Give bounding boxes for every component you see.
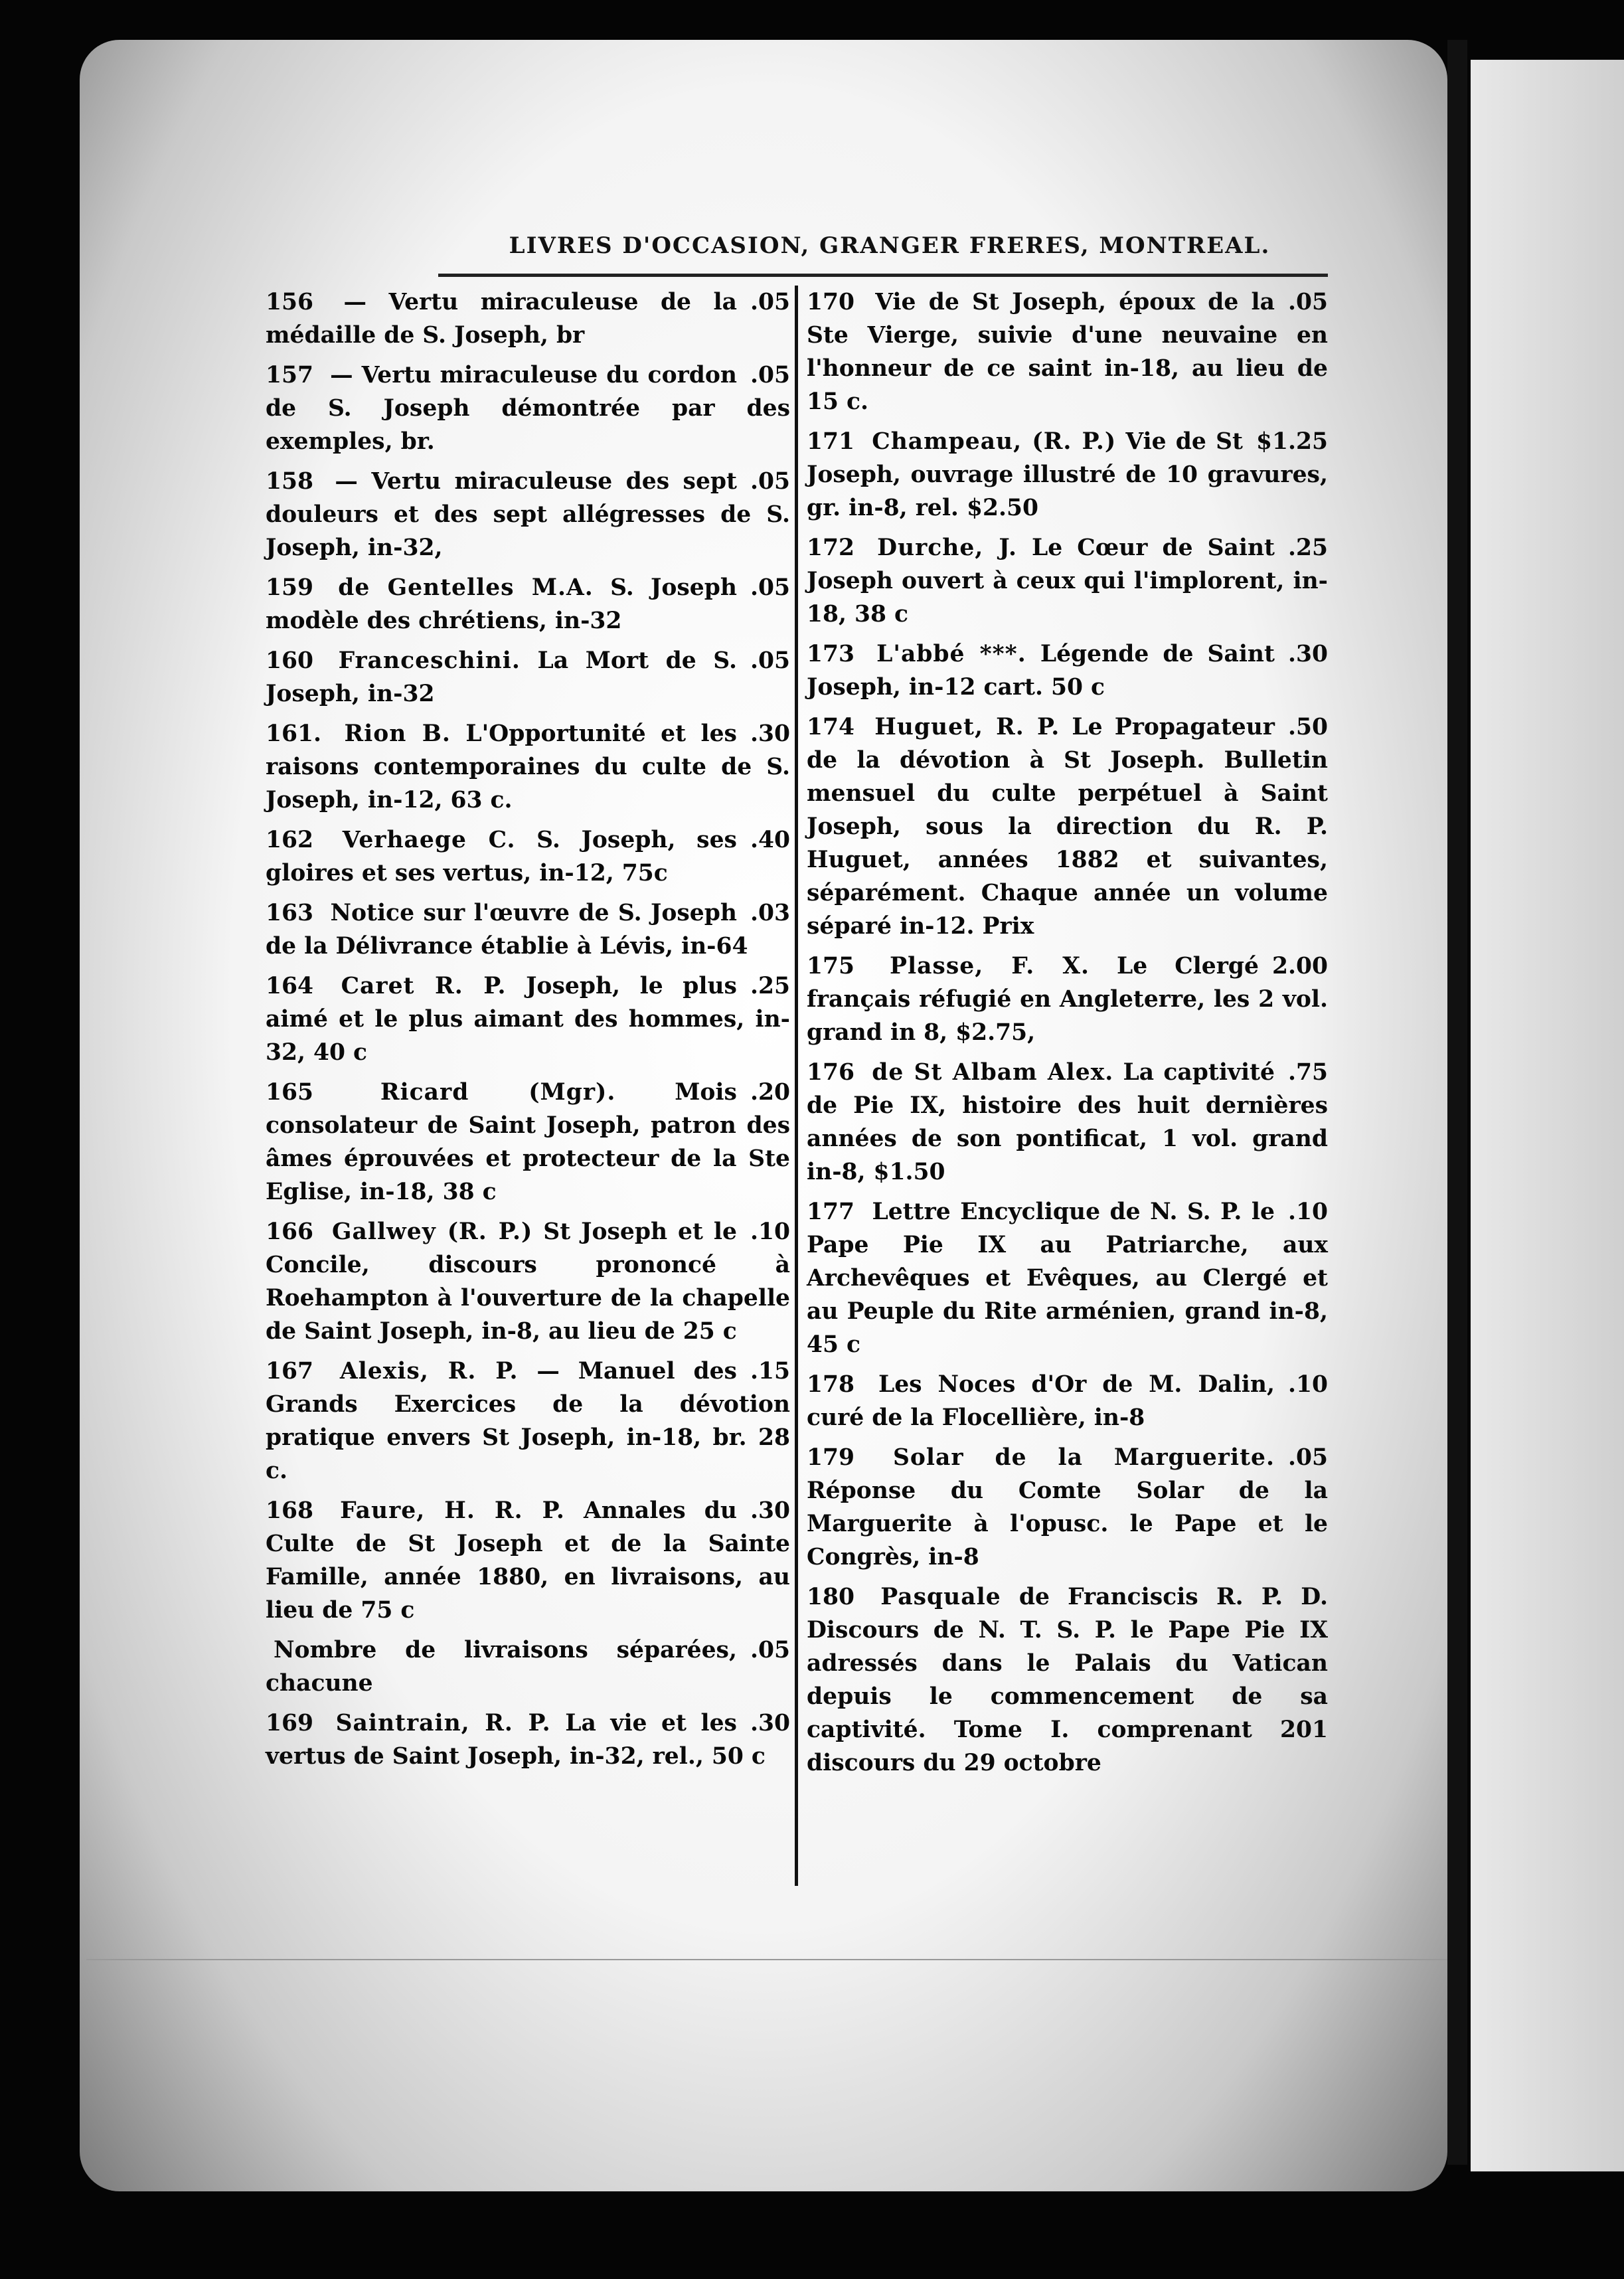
entry-author: Ricard (Mgr). <box>380 1079 616 1106</box>
entry-author: Franceschini. <box>338 647 521 674</box>
catalog-entry <box>266 970 790 1069</box>
page-header: LIVRES D'OCCASION, GRANGER FRERES, MONTREAL. <box>509 232 1271 259</box>
catalog-entry <box>807 1580 1328 1780</box>
entry-number: 161. <box>266 720 322 747</box>
catalog-entry <box>266 644 790 711</box>
catalog-entry <box>266 823 790 890</box>
entry-text: Mois consolateur de Saint Joseph, patron des âmes éprouvées et protecteur de la Ste Eglise, in-18, 38 c <box>266 1079 790 1205</box>
entry-number: 174 <box>807 714 855 740</box>
entry-text: La vie et les vertus de Saint Joseph, in-32, rel., 50 c <box>266 1710 766 1770</box>
entry-number: 164 <box>266 973 314 999</box>
entry-price: .30 <box>750 1710 790 1736</box>
catalog-entry <box>807 1368 1328 1434</box>
entry-author: Huguet, R. P. <box>874 714 1060 740</box>
entry-price: .25 <box>1287 535 1328 561</box>
entry-author: Gallwey (R. P.) <box>332 1219 533 1245</box>
entry-text: de Franciscis R. P. D. Discours de N. T. S. P. le Pape Pie IX adressés dans le Palais du Vatican depuis le commencement de sa captivité. Tome I. comprenant 201 discours du 29 octobre <box>807 1584 1328 1776</box>
entry-number: 175 <box>807 953 855 979</box>
entry-text: Le Clergé français réfugié en Angleterre, les 2 vol. grand in 8, $2.75, <box>807 953 1328 1046</box>
catalog-entry <box>266 1634 790 1700</box>
entry-text: Vie de St Joseph, époux de la Ste Vierge, suivie d'une neuvaine en l'honneur de ce saint in-18, au lieu de 15 c. <box>807 289 1328 415</box>
catalog-entry <box>266 717 790 817</box>
entry-number: 169 <box>266 1710 314 1736</box>
entry-author: Saintrain, R. P. <box>335 1710 551 1736</box>
catalog-entry <box>266 1494 790 1627</box>
entry-price: .05 <box>1287 1444 1328 1471</box>
catalog-entry <box>807 1195 1328 1361</box>
entry-price: .10 <box>1287 1371 1328 1398</box>
entry-text: Les Noces d'Or de M. Dalin, curé de la Flocellière, in-8 <box>807 1371 1275 1431</box>
entry-number: 160 <box>266 647 314 674</box>
entry-text: Légende de Saint Joseph, in-12 cart. 50 c <box>807 641 1275 701</box>
entry-price: .20 <box>750 1079 790 1106</box>
entry-text: — Vertu miraculeuse des sept douleurs et des sept allégresses de S. Joseph, in-32, <box>266 468 790 561</box>
entry-text: Le Propagateur de la dévotion à St Joseph. Bulletin mensuel du culte perpétuel à Saint Joseph, sous la direction du R. P. Huguet, années 1882 et suivantes, séparément. Chaque année un volume séparé in-12. Prix <box>807 714 1328 940</box>
entry-number: 177 <box>807 1199 855 1225</box>
entry-author: Champeau, (R. P.) <box>872 428 1117 455</box>
entry-number: 163 <box>266 900 314 926</box>
entry-number: 157 <box>266 362 314 388</box>
entry-price: .05 <box>750 362 790 388</box>
entry-text: Le Cœur de Saint Joseph ouvert à ceux qui l'implorent, in-18, 38 c <box>807 535 1328 628</box>
entry-number: 165 <box>266 1079 314 1106</box>
catalog-entry <box>807 425 1328 525</box>
entry-price: .75 <box>1287 1059 1328 1086</box>
catalog-entry <box>266 286 790 352</box>
entry-price: .50 <box>1287 714 1328 740</box>
entry-text: Joseph, le plus aimé et le plus aimant des hommes, in-32, 40 c <box>266 973 790 1066</box>
catalog-entry <box>807 531 1328 631</box>
entry-text: La Mort de S. Joseph, in-32 <box>266 647 737 707</box>
entry-text: — Manuel des Grands Exercices de la dévotion pratique envers St Joseph, in-18, br. 28 c. <box>266 1358 790 1484</box>
entry-author: Caret R. P. <box>341 973 507 999</box>
header-rule <box>438 274 1328 277</box>
entry-price: .30 <box>750 1497 790 1524</box>
catalog-entry <box>266 1215 790 1348</box>
entry-text: St Joseph et le Concile, discours prononcé à Roehampton à l'ouverture de la chapelle de Saint Joseph, in-8, au lieu de 25 c <box>266 1219 790 1345</box>
entry-author: Solar de la Marguerite. <box>892 1444 1275 1471</box>
entry-text: Vie de St Joseph, ouvrage illustré de 10 gravures, gr. in-8, rel. $2.50 <box>807 428 1328 521</box>
entry-author: Pasquale <box>880 1584 1001 1610</box>
entry-number: 167 <box>266 1358 314 1385</box>
entry-number: 172 <box>807 535 855 561</box>
entry-number: 158 <box>266 468 314 495</box>
entry-author: de Gentelles M.A. <box>338 574 594 601</box>
entry-price: .40 <box>750 827 790 853</box>
entry-author: Alexis, R. P. <box>339 1358 519 1385</box>
entry-price: .10 <box>750 1219 790 1245</box>
entry-price: .05 <box>750 647 790 674</box>
entry-price: .03 <box>750 900 790 926</box>
entry-text: Réponse du Comte Solar de la Marguerite à l'opusc. le Pape et le Congrès, in-8 <box>807 1477 1328 1570</box>
entry-price: .25 <box>750 973 790 999</box>
entry-author: Faure, H. R. P. <box>340 1497 565 1524</box>
entry-number: 179 <box>807 1444 855 1471</box>
catalog-entry <box>807 286 1328 418</box>
entry-price: .05 <box>750 289 790 315</box>
entry-number: 173 <box>807 641 855 667</box>
entry-price: .05 <box>1287 289 1328 315</box>
entry-text: S. Joseph, ses gloires et ses vertus, in-12, 75c <box>266 827 737 886</box>
entry-text: — Vertu miraculeuse de la médaille de S. Joseph, br <box>266 289 737 349</box>
catalog-entry <box>266 896 790 963</box>
catalog-entry <box>266 1355 790 1487</box>
catalog-entry <box>807 637 1328 704</box>
catalog-entry <box>807 1056 1328 1189</box>
entry-number: 168 <box>266 1497 314 1524</box>
entry-price: .05 <box>750 1637 790 1663</box>
entry-price: .10 <box>1287 1199 1328 1225</box>
entry-author: L'abbé ***. <box>876 641 1026 667</box>
catalog-entry <box>807 950 1328 1049</box>
catalog-entry <box>266 359 790 458</box>
catalog-entry <box>807 1441 1328 1574</box>
entry-text: La captivité de Pie IX, histoire des huit dernières années de son pontificat, 1 vol. grand in-8, $1.50 <box>807 1059 1328 1185</box>
catalog-entry <box>266 1076 790 1209</box>
catalog-entry <box>266 1707 790 1773</box>
entry-author: Plasse, F. X. <box>890 953 1090 979</box>
entry-author: de St Albam Alex. <box>872 1059 1114 1086</box>
entry-text: Annales du Culte de St Joseph et de la Sainte Famille, année 1880, en livraisons, au lieu de 75 c <box>266 1497 790 1624</box>
catalog-entry <box>266 571 790 637</box>
entry-number: 156 <box>266 289 314 315</box>
catalog-entry <box>807 711 1328 943</box>
entry-number: 178 <box>807 1371 855 1398</box>
entry-number: 166 <box>266 1219 314 1245</box>
entry-number: 159 <box>266 574 314 601</box>
adjacent-page-edge <box>1471 60 1624 2171</box>
entry-price: .15 <box>750 1358 790 1385</box>
entry-author: Rion B. <box>344 720 451 747</box>
entry-price: .05 <box>750 574 790 601</box>
entry-text: — Vertu miraculeuse du cordon de S. Joseph démontrée par des exemples, br. <box>266 362 790 455</box>
entry-price: .30 <box>1287 641 1328 667</box>
entry-number: 171 <box>807 428 855 455</box>
bottom-rule <box>86 1959 1447 1960</box>
catalog-column-right <box>807 286 1328 1786</box>
entry-text: S. Joseph modèle des chrétiens, in-32 <box>266 574 737 634</box>
catalog-entry <box>266 465 790 564</box>
entry-price: .30 <box>750 720 790 747</box>
entry-text: Lettre Encyclique de N. S. P. le Pape Pie IX au Patriarche, aux Archevêques et Evêques, au Clergé et au Peuple du Rite arménien, grand in-8, 45 c <box>807 1199 1328 1358</box>
entry-number: 176 <box>807 1059 855 1086</box>
entry-author: Verhaege C. <box>342 827 516 853</box>
entry-price: .05 <box>750 468 790 495</box>
catalog-column-left <box>266 286 790 1780</box>
entry-price: 2.00 <box>1271 953 1328 979</box>
entry-text: L'Opportunité et les raisons contemporaines du culte de S. Joseph, in-12, 63 c. <box>266 720 790 813</box>
entry-number: 170 <box>807 289 855 315</box>
entry-price: $1.25 <box>1256 428 1328 455</box>
entry-number: 162 <box>266 827 314 853</box>
entry-number: 180 <box>807 1584 855 1610</box>
column-divider <box>795 286 798 1886</box>
binding-gutter <box>1447 40 1467 2165</box>
entry-text: Nombre de livraisons séparées, chacune <box>266 1637 737 1697</box>
entry-text: Notice sur l'œuvre de S. Joseph de la Délivrance établie à Lévis, in-64 <box>266 900 748 960</box>
entry-author: Durche, J. <box>877 535 1017 561</box>
